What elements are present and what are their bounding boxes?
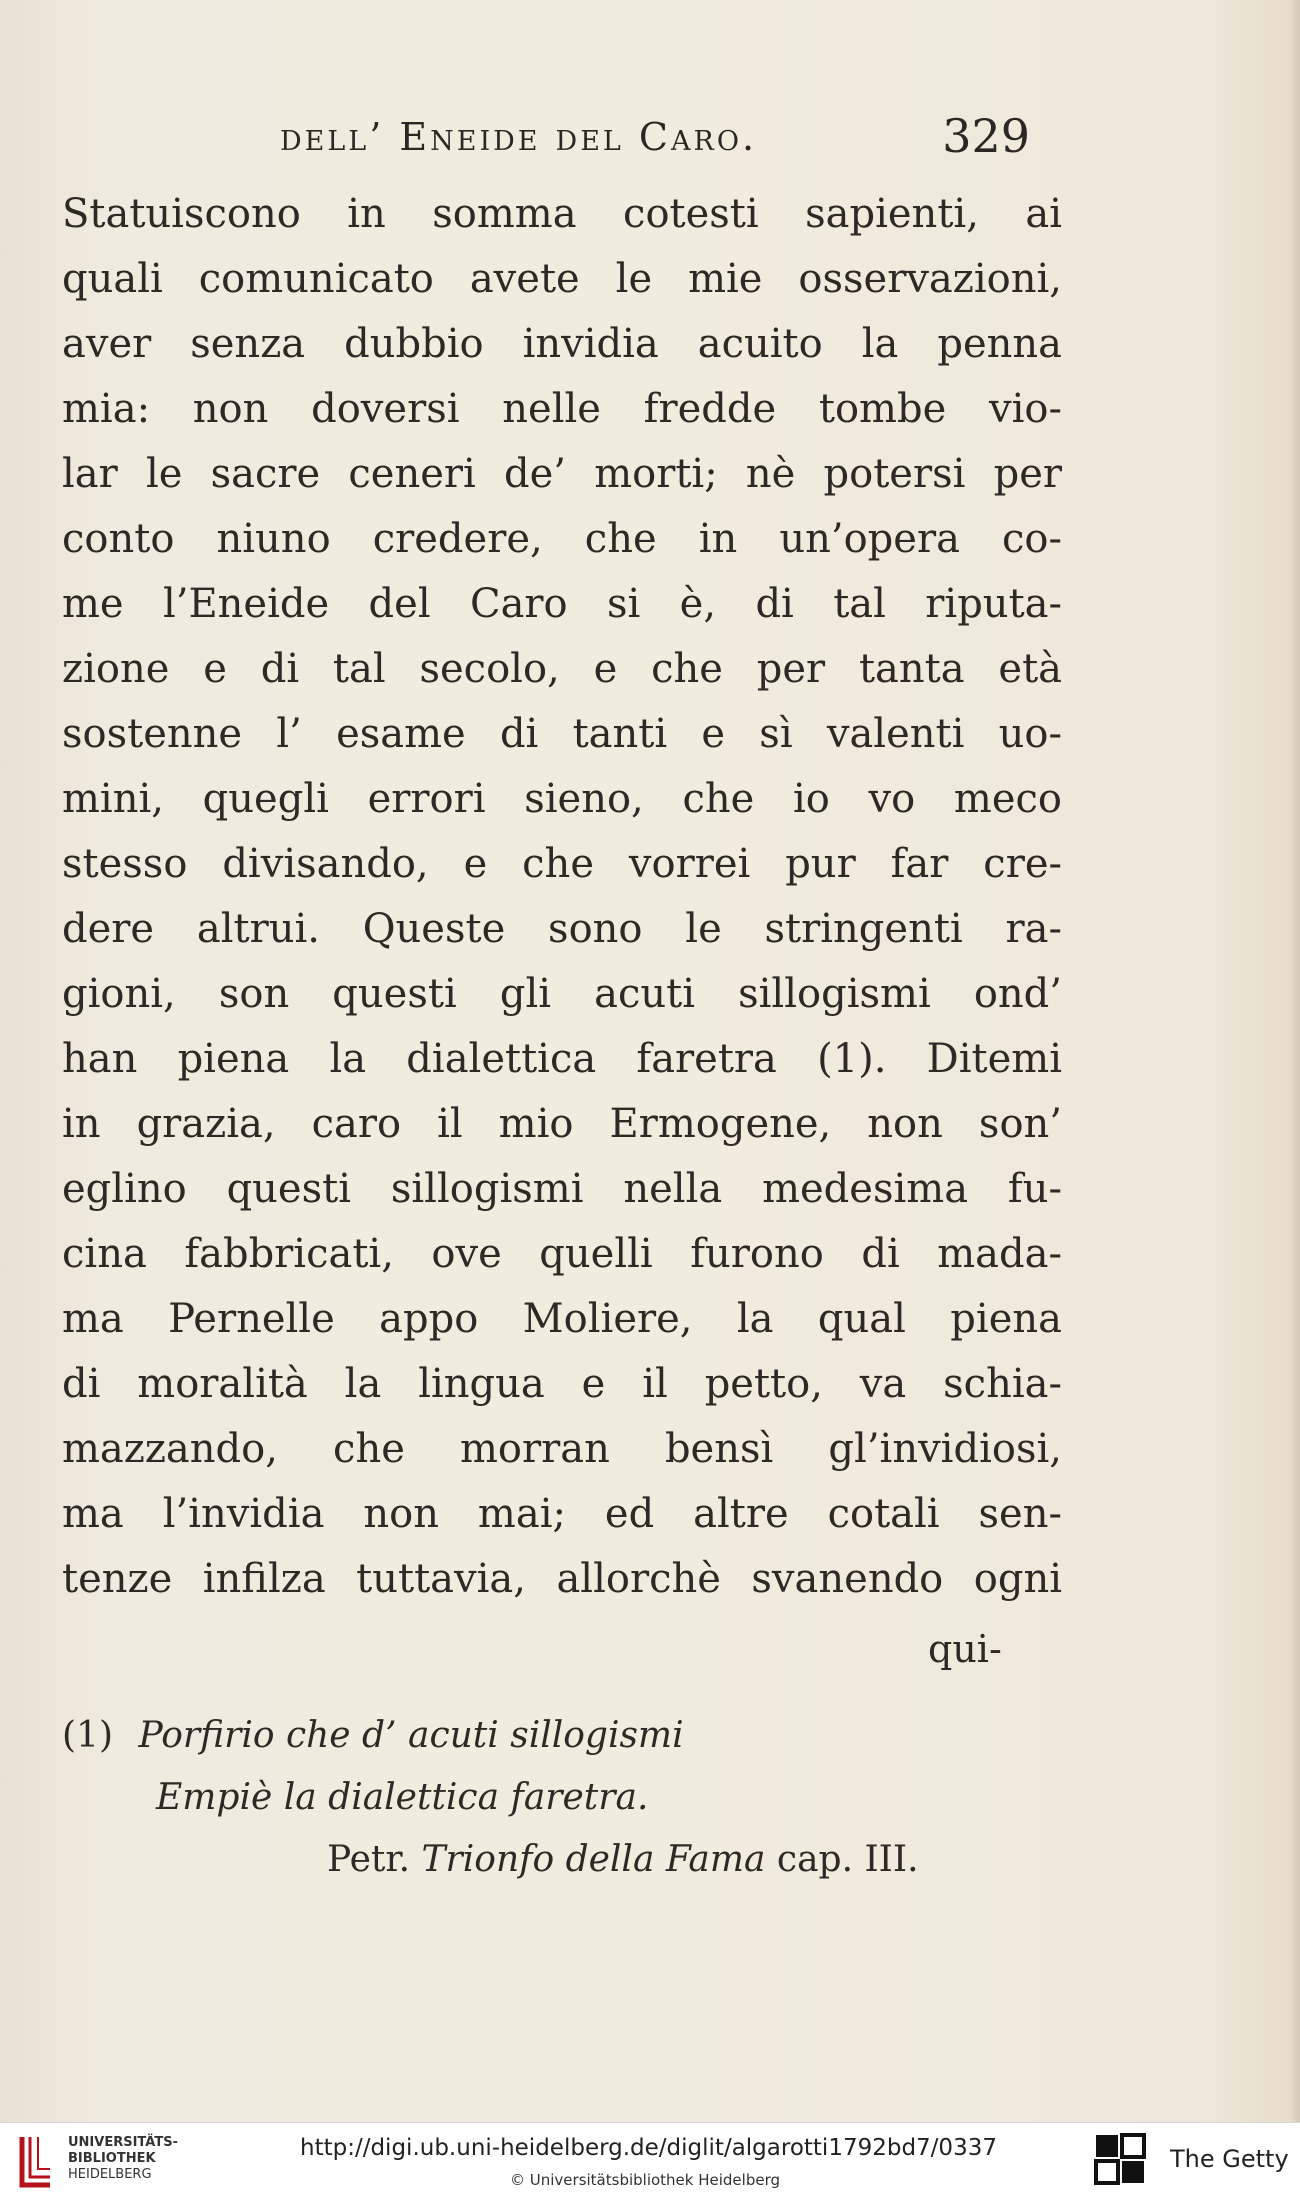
footnote-verse-2: Empiè la dialettica faretra. <box>156 1777 649 1818</box>
partner-name: The Getty <box>1170 2145 1289 2173</box>
text-line: mini, quegli errori sieno, che io vo meco <box>62 776 1062 822</box>
catchword: qui- <box>928 1627 1002 1671</box>
footnote-line <box>62 1705 1102 1767</box>
text-line: me l’Eneide del Caro si è, di tal riputa- <box>62 581 1062 627</box>
text-line: eglino questi sillogismi nella medesima fu- <box>62 1166 1062 1212</box>
copyright-notice: © Universitätsbibliothek Heidelberg <box>510 2171 781 2189</box>
text-line: in grazia, caro il mio Ermogene, non son’ <box>62 1101 1062 1147</box>
body-text <box>62 182 1062 1612</box>
citation-chapter: cap. III. <box>776 1839 919 1880</box>
text-line: mia: non doversi nelle fredde tombe vio- <box>62 386 1062 432</box>
library-name-line-3: HEIDELBERG <box>68 2167 152 2182</box>
page-header <box>280 109 1080 175</box>
footnote-citation <box>62 1829 1102 1891</box>
text-line: Statuiscono in somma cotesti sapienti, ai <box>62 191 1062 237</box>
text-line: han piena la dialettica faretra (1). Ditemi <box>62 1036 1062 1082</box>
library-name-line-1: UNIVERSITÄTS- <box>68 2135 178 2150</box>
running-title: dell’ Eneide del Caro. <box>280 115 758 159</box>
library-name <box>68 2135 178 2183</box>
text-line: di moralità la lingua e il petto, va schia- <box>62 1361 1062 1407</box>
footnote <box>62 1705 1102 1891</box>
footnote-verse-1: Porfirio che d’ acuti sillogismi <box>138 1715 684 1756</box>
text-line: ma Pernelle appo Moliere, la qual piena <box>62 1296 1062 1342</box>
text-line: lar le sacre ceneri de’ morti; nè potersi per <box>62 451 1062 497</box>
text-line: aver senza dubbio invidia acuito la penna <box>62 321 1062 367</box>
ub-heidelberg-logo-icon <box>14 2133 58 2189</box>
text-line: dere altrui. Queste sono le stringenti ra- <box>62 906 1062 952</box>
text-line: zione e di tal secolo, e che per tanta età <box>62 646 1062 692</box>
citation-author: Petr. <box>327 1839 411 1880</box>
footnote-marker: (1) <box>62 1715 113 1756</box>
text-line: conto niuno credere, che in un’opera co- <box>62 516 1062 562</box>
permalink-url[interactable]: http://digi.ub.uni-heidelberg.de/diglit/algarotti1792bd7/0337 <box>300 2135 997 2161</box>
text-line: sostenne l’ esame di tanti e sì valenti uo- <box>62 711 1062 757</box>
viewer-footer <box>0 2122 1300 2201</box>
page-number: 329 <box>942 109 1030 163</box>
text-line: mazzando, che morran bensì gl’invidiosi, <box>62 1426 1062 1472</box>
page-edge-shadow <box>1290 0 1300 2122</box>
text-line: gioni, son questi gli acuti sillogismi ond’ <box>62 971 1062 1017</box>
citation-title: Trionfo della Fama <box>421 1839 766 1880</box>
getty-logo-icon <box>1094 2133 1148 2189</box>
text-line: stesso divisando, e che vorrei pur far cre- <box>62 841 1062 887</box>
text-line: ma l’invidia non mai; ed altre cotali sen- <box>62 1491 1062 1537</box>
library-name-line-2: BIBLIOTHEK <box>68 2151 156 2166</box>
text-line: tenze infilza tuttavia, allorchè svanendo ogni <box>62 1556 1062 1602</box>
text-line: quali comunicato avete le mie osservazioni, <box>62 256 1062 302</box>
text-line: cina fabbricati, ove quelli furono di mada- <box>62 1231 1062 1277</box>
